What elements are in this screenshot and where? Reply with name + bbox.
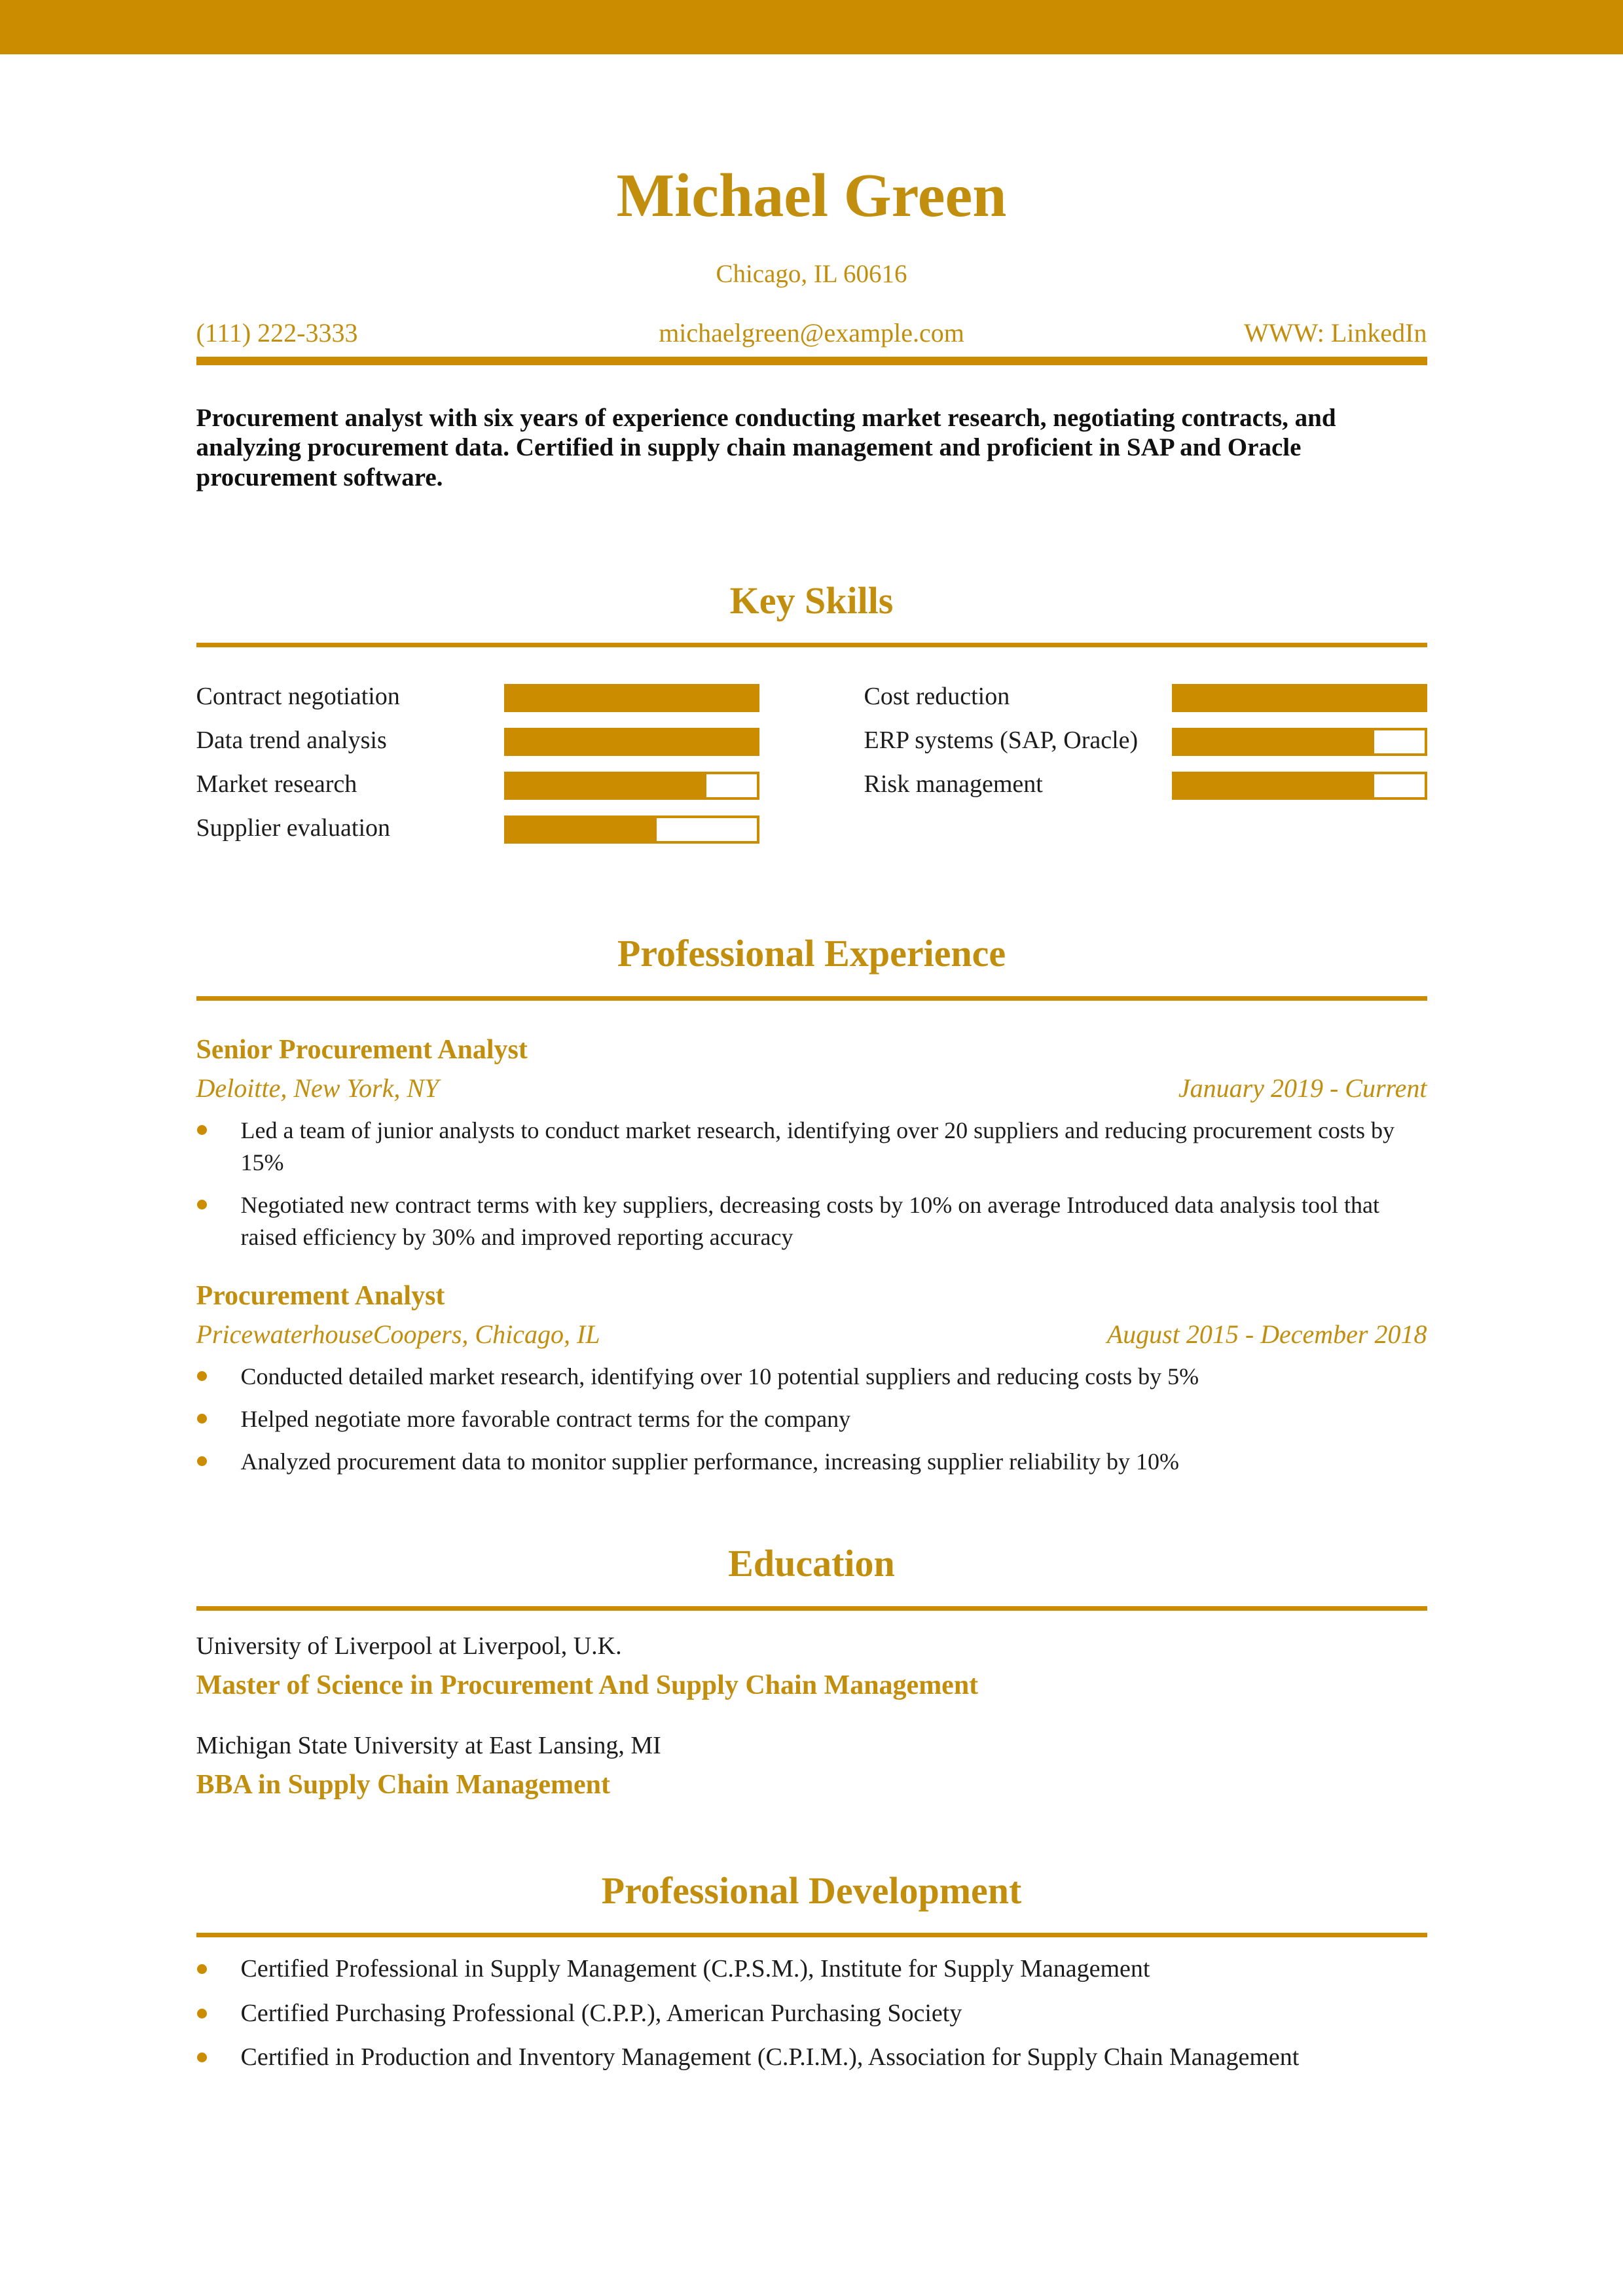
job-dates: January 2019 - Current xyxy=(1178,1073,1427,1103)
education-entry xyxy=(196,1632,1427,1702)
linkedin-link[interactable]: WWW: LinkedIn xyxy=(1243,318,1427,348)
job-role: Procurement Analyst xyxy=(196,1281,445,1312)
development-item xyxy=(196,2041,1427,2073)
education-divider-rule xyxy=(196,1606,1427,1611)
job-role: Senior Procurement Analyst xyxy=(196,1034,528,1065)
skill-bar-fill xyxy=(507,774,707,797)
skill-bar-fill xyxy=(507,818,657,841)
skill-bar xyxy=(1172,772,1427,800)
job-bullet-list xyxy=(196,1115,1427,1253)
key-skills-divider-rule xyxy=(196,643,1427,647)
job-bullet-text: Conducted detailed market research, identifying over 10 potential suppliers and reducing costs by 5% xyxy=(240,1363,1199,1390)
resume-content xyxy=(196,162,1427,2073)
skill-label: ERP systems (SAP, Oracle) xyxy=(864,726,1139,755)
education-school: Michigan State University at East Lansing, MI xyxy=(196,1731,661,1759)
header-divider-rule xyxy=(196,357,1427,365)
education-title: Education xyxy=(728,1542,895,1585)
bullet-icon xyxy=(197,1964,207,1974)
bullet-icon xyxy=(197,2009,207,2018)
development-divider-rule xyxy=(196,1933,1427,1937)
skill-label: Market research xyxy=(196,770,357,798)
job-bullet-text: Negotiated new contract terms with key suppliers, decreasing costs by 10% on average Introduced data analysis tool that raised efficiency by 30% and improved reporting accuracy xyxy=(240,1192,1379,1251)
skill-bar-fill xyxy=(1175,774,1375,797)
section-key-skills xyxy=(196,577,1427,844)
phone-number: (111) 222-3333 xyxy=(196,318,358,348)
skill-bar xyxy=(504,684,759,712)
skill-bar-fill xyxy=(507,730,757,753)
skill-bar xyxy=(1172,684,1427,712)
top-accent-bar xyxy=(0,0,1623,54)
job-bullet xyxy=(196,1115,1427,1179)
skill-bar xyxy=(504,772,759,800)
skill-label: Contract negotiation xyxy=(196,683,400,711)
job-company: Deloitte, New York, NY xyxy=(196,1073,439,1103)
skill-bar xyxy=(504,816,759,844)
job-bullet xyxy=(196,1189,1427,1253)
skill-bar-fill xyxy=(507,687,757,709)
job-entry xyxy=(196,1280,1427,1478)
skill-label: Supplier evaluation xyxy=(196,814,391,842)
experience-title: Professional Experience xyxy=(617,932,1006,975)
skill-bar xyxy=(504,728,759,756)
development-item xyxy=(196,1998,1427,2030)
bullet-icon xyxy=(197,1371,207,1381)
bullet-icon xyxy=(197,1414,207,1424)
job-bullet-list xyxy=(196,1361,1427,1478)
job-dates: August 2015 - December 2018 xyxy=(1106,1319,1427,1350)
development-item xyxy=(196,1953,1427,1985)
job-meta-row xyxy=(196,1319,1427,1350)
skill-label: Data trend analysis xyxy=(196,726,387,755)
education-degree: Master of Science in Procurement And Supply Chain Management xyxy=(196,1670,979,1701)
education-degree: BBA in Supply Chain Management xyxy=(196,1770,611,1801)
job-bullet-text: Helped negotiate more favorable contract terms for the company xyxy=(240,1406,851,1433)
skill-label: Risk management xyxy=(864,770,1043,798)
job-entry xyxy=(196,1033,1427,1253)
candidate-location: Chicago, IL 60616 xyxy=(716,260,907,289)
bullet-icon xyxy=(197,1200,207,1210)
job-meta-row xyxy=(196,1073,1427,1104)
job-company: PricewaterhouseCoopers, Chicago, IL xyxy=(196,1319,600,1350)
key-skills-title: Key Skills xyxy=(729,579,894,622)
section-education xyxy=(196,1540,1427,1801)
professional-summary: Procurement analyst with six years of experience conducting market research, negotiating contracts, and analyzing procurement data. Certified in supply chain management and proficient in SAP and Oracle procurement software. xyxy=(196,404,1336,492)
bullet-icon xyxy=(197,2053,207,2062)
education-entry xyxy=(196,1731,1427,1802)
development-item-text: Certified Purchasing Professional (C.P.P.), American Purchasing Society xyxy=(240,1999,962,2027)
candidate-name: Michael Green xyxy=(616,162,1007,230)
skill-bar-fill xyxy=(1175,687,1425,709)
skill-bar xyxy=(1172,728,1427,756)
skill-bar-fill xyxy=(1175,730,1375,753)
development-title: Professional Development xyxy=(601,1869,1022,1912)
job-bullet xyxy=(196,1446,1427,1478)
education-school: University of Liverpool at Liverpool, U.K. xyxy=(196,1632,622,1660)
development-item-text: Certified in Production and Inventory Management (C.P.I.M.), Association for Supply Chain Management xyxy=(240,2043,1300,2072)
email-link[interactable]: michaelgreen@example.com xyxy=(659,318,964,348)
job-bullet-text: Led a team of junior analysts to conduct market research, identifying over 20 suppliers and reducing procurement costs by 15% xyxy=(240,1117,1395,1176)
job-bullet xyxy=(196,1361,1427,1393)
section-professional-experience xyxy=(196,930,1427,1478)
bullet-icon xyxy=(197,1456,207,1466)
skills-grid xyxy=(196,683,1427,844)
development-item-text: Certified Professional in Supply Management (C.P.S.M.), Institute for Supply Management xyxy=(240,1955,1150,1983)
development-list xyxy=(196,1953,1427,2073)
bullet-icon xyxy=(197,1125,207,1135)
experience-divider-rule xyxy=(196,996,1427,1001)
job-bullet-text: Analyzed procurement data to monitor supplier performance, increasing supplier reliability by 10% xyxy=(240,1448,1180,1475)
section-professional-development xyxy=(196,1867,1427,2074)
contact-row xyxy=(196,317,1427,349)
skill-label: Cost reduction xyxy=(864,683,1010,711)
job-bullet xyxy=(196,1403,1427,1435)
